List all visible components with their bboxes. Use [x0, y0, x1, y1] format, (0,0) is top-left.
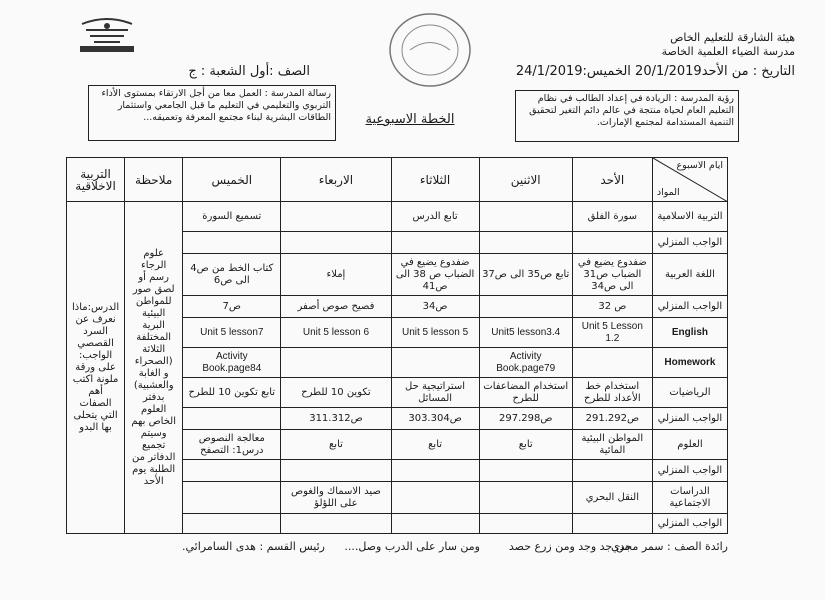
subject-homework: الواجب المنزلي — [652, 296, 727, 318]
table-cell: Unit5 lesson3.4 — [479, 318, 572, 348]
table-cell — [479, 202, 572, 232]
table-cell: Activity Book.page79 — [479, 348, 572, 378]
table-cell — [183, 232, 281, 254]
ministry-logo — [72, 16, 142, 56]
subject-science: العلوم — [652, 430, 727, 460]
table-cell: ص 32 — [572, 296, 652, 318]
table-cell: ص34 — [391, 296, 479, 318]
subject-homework: الواجب المنزلي — [652, 514, 727, 534]
subject-islamic: التربية الاسلامية — [652, 202, 727, 232]
table-cell: النقل البحري — [572, 482, 652, 514]
table-cell: Unit 5 lesson7 — [183, 318, 281, 348]
subject-arabic: اللغة العربية — [652, 254, 727, 296]
table-cell — [391, 482, 479, 514]
date-range: التاريخ : من الأحد20/1/2019 الخميس:24/1/2019 — [515, 64, 795, 79]
table-cell: Unit 5 lesson 6 — [281, 318, 391, 348]
table-cell: صيد الاسماك والغوص على اللؤلؤ — [281, 482, 391, 514]
table-cell: ضفدوع يضيع في الضباب ص 38 الى ص41 — [391, 254, 479, 296]
table-cell: تابع — [281, 430, 391, 460]
day-header-tuesday: الثلاثاء — [391, 158, 479, 202]
school-name: مدرسة الضياء العلمية الخاصة — [661, 45, 795, 58]
table-cell: Unit 5 Lesson 1.2 — [572, 318, 652, 348]
ethics-header: التربية الاخلاقية — [67, 158, 125, 202]
table-cell: ص7 — [183, 296, 281, 318]
table-cell — [281, 514, 391, 534]
vision-box: رؤية المدرسة : الريادة في إعداد الطالب في نظام التعليم العام لحياة منتجة في عالم دائم التغير لتحقيق التنمية المستدامة لمجتمع الإمارات. — [515, 90, 739, 142]
department-head: رئيس القسم : هدى السامرائي. — [181, 540, 325, 553]
subject-homework: الواجب المنزلي — [652, 460, 727, 482]
table-cell — [572, 348, 652, 378]
corner-subjects-label: المواد — [656, 187, 680, 198]
table-cell: استخدام خط الأعداد للطرح — [572, 378, 652, 408]
table-cell — [281, 460, 391, 482]
table-cell: سورة الفلق — [572, 202, 652, 232]
table-cell — [391, 232, 479, 254]
table-cell — [281, 202, 391, 232]
table-cell — [281, 348, 391, 378]
table-cell — [183, 514, 281, 534]
corner-header — [652, 158, 727, 202]
table-cell: ص303.304 — [391, 408, 479, 430]
subject-english: English — [652, 318, 727, 348]
table-cell: كتاب الخط من ص4 الى ص6 — [183, 254, 281, 296]
table-cell: استخدام المضاعفات للطرح — [479, 378, 572, 408]
weekly-plan-table — [66, 157, 728, 534]
table-cell — [391, 514, 479, 534]
table-cell — [391, 460, 479, 482]
subject-homework: الواجب المنزلي — [652, 232, 727, 254]
corner-days-label: ايام الاسبوع — [676, 160, 723, 171]
table-cell: استراتيجية حل المسائل — [391, 378, 479, 408]
footer-quote-2: ومن سار على الدرب وصل.... — [344, 540, 480, 553]
table-cell: ص311.312 — [281, 408, 391, 430]
table-cell: تسميع السورة — [183, 202, 281, 232]
subject-social-studies: الدراسات الاجتماعية — [652, 482, 727, 514]
notes-header: ملاحظة — [125, 158, 183, 202]
table-cell: تابع تكوين 10 للطرح — [183, 378, 281, 408]
table-cell: تابع — [391, 430, 479, 460]
table-cell: Unit 5 lesson 5 — [391, 318, 479, 348]
table-cell: ص291.292 — [572, 408, 652, 430]
table-cell — [572, 460, 652, 482]
table-cell — [572, 514, 652, 534]
subject-math: الرياضيات — [652, 378, 727, 408]
table-cell — [479, 460, 572, 482]
day-header-thursday: الخميس — [183, 158, 281, 202]
table-cell — [183, 408, 281, 430]
table-cell: Activity Book.page84 — [183, 348, 281, 378]
day-header-sunday: الأحد — [572, 158, 652, 202]
table-cell: تابع الدرس — [391, 202, 479, 232]
mission-box: رسالة المدرسة : العمل معا من أجل الارتقاء بمستوى الأداء التربوي والتعليمي في التعليم ما قبل الجامعي واستثمار الطاقات البشرية لبناء مجتمع المعرفة وتعميقه... — [88, 85, 336, 141]
table-cell: إملاء — [281, 254, 391, 296]
table-cell — [479, 482, 572, 514]
table-cell: ص297.298 — [479, 408, 572, 430]
school-stamp — [385, 10, 475, 90]
table-cell: المواطن البيئية المائية — [572, 430, 652, 460]
table-cell — [281, 232, 391, 254]
authority-name: هيئة الشارقة للتعليم الخاص — [670, 31, 795, 44]
subject-homework: الواجب المنزلي — [652, 408, 727, 430]
table-cell — [391, 348, 479, 378]
table-cell: فصيح صوص أصفر — [281, 296, 391, 318]
grade-section: الصف :أول الشعبة : ج — [188, 64, 310, 79]
notes-cell: علوم الرجاء رسم أو لصق صور للمواطن البيئية البرية المختلفة الثلاثة (الصحراء و الغابة والعشبية) بدفتر العلوم الخاص بهم وسيتم تجميع الدفاتر من الطلبة يوم الأحد — [125, 202, 183, 534]
table-cell — [183, 460, 281, 482]
table-cell: تابع — [479, 430, 572, 460]
table-cell: معالجة النصوص درس1: التصفح — [183, 430, 281, 460]
footer-quote-1: من جد وجد ومن زرع حصد — [508, 540, 630, 553]
plan-title: الخطة الاسبوعية — [365, 112, 455, 127]
table-cell — [479, 296, 572, 318]
class-leader: رائدة الصف : سمر مجدي — [610, 540, 728, 553]
ethics-cell: الدرس:ماذا نعرف عن السرد القصصي الواجب: على ورقة ملونة اكتب أهم الصفات التي يتحلى بها البدو — [67, 202, 125, 534]
subject-homework-en: Homework — [652, 348, 727, 378]
table-cell: تابع ص35 الى ص37 — [479, 254, 572, 296]
table-cell — [572, 232, 652, 254]
day-header-monday: الاثنين — [479, 158, 572, 202]
day-header-wednesday: الاربعاء — [281, 158, 391, 202]
table-cell — [479, 232, 572, 254]
table-cell — [183, 482, 281, 514]
table-cell — [479, 514, 572, 534]
table-cell: تكوين 10 للطرح — [281, 378, 391, 408]
table-cell: ضفدوع يضيع في الضباب ص31 الى ص34 — [572, 254, 652, 296]
